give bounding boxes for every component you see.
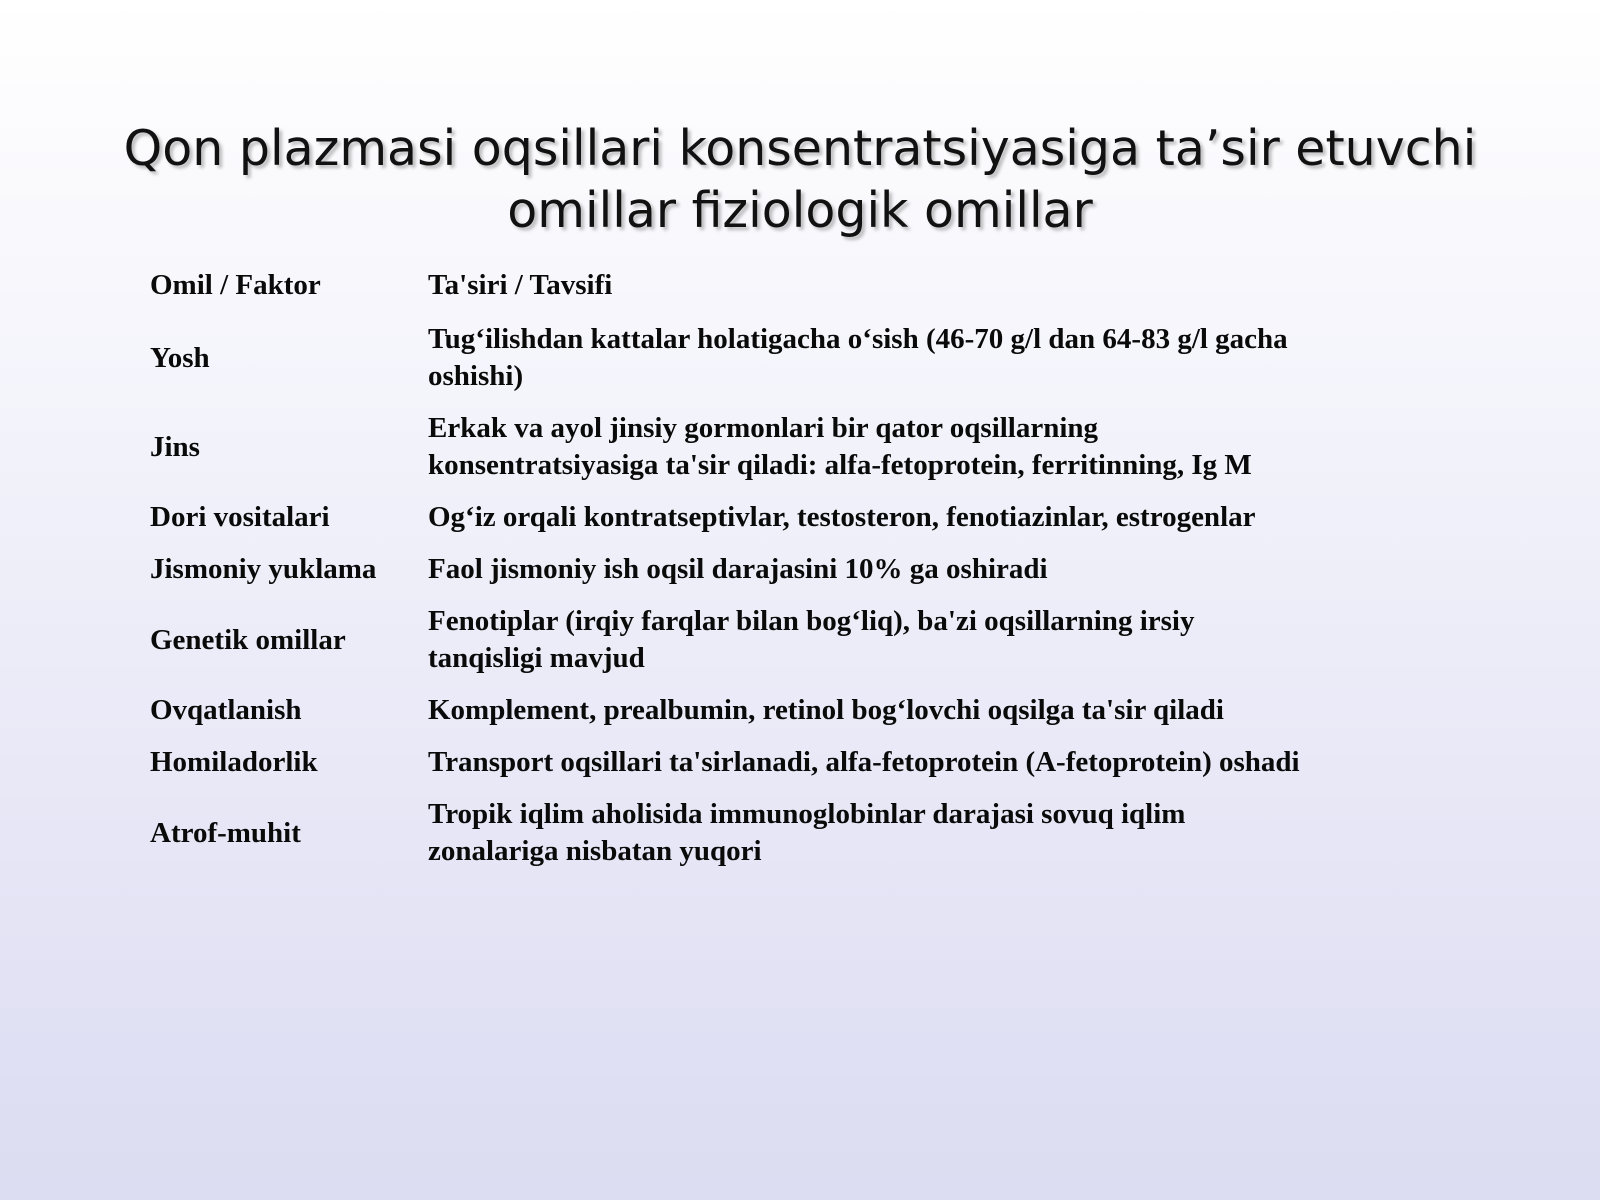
factor-cell: Jismoniy yuklama <box>150 553 377 585</box>
table-header-row <box>150 260 1300 314</box>
slide-title: Qon plazmasi oqsillari konsentratsiyasiga ta’sir etuvchi omillar fiziologik omillar <box>123 120 1477 239</box>
effect-cell: Fenotiplar (irqiy farqlar bilan bog‘liq), ba'zi oqsillarning irsiy tanqisligi mavjud <box>428 605 1195 674</box>
table-row <box>150 403 1300 492</box>
table-row <box>150 544 1300 596</box>
factor-cell: Atrof-muhit <box>150 816 301 849</box>
header-effect: Ta'siri / Tavsifi <box>428 269 613 301</box>
effect-cell: Erkak va ayol jinsiy gormonlari bir qator oqsillarning konsentratsiyasiga ta'sir qiladi: alfa-fetoprotein, ferritinning, Ig M <box>428 412 1252 481</box>
header-factor: Omil / Faktor <box>150 269 321 301</box>
factor-cell: Homiladorlik <box>150 746 318 778</box>
factor-cell: Ovqatlanish <box>150 694 302 726</box>
table-row <box>150 492 1300 544</box>
table-row <box>150 314 1300 403</box>
table-row <box>150 737 1300 789</box>
table-row <box>150 685 1300 737</box>
factor-cell: Genetik omillar <box>150 623 346 656</box>
effect-cell: Komplement, prealbumin, retinol bog‘lovchi oqsilga ta'sir qiladi <box>428 694 1224 726</box>
effect-cell: Faol jismoniy ish oqsil darajasini 10% ga oshiradi <box>428 553 1048 585</box>
factor-cell: Dori vositalari <box>150 501 330 533</box>
table-row <box>150 596 1300 685</box>
factor-cell: Jins <box>150 430 200 463</box>
factor-cell: Yosh <box>150 341 210 374</box>
factors-table <box>150 260 1300 878</box>
effect-cell: Tug‘ilishdan kattalar holatigacha o‘sish (46-70 g/l dan 64-83 g/l gacha oshishi) <box>428 323 1288 392</box>
effect-cell: Transport oqsillari ta'sirlanadi, alfa-fetoprotein (A-fetoprotein) oshadi <box>428 746 1300 778</box>
effect-cell: Tropik iqlim aholisida immunoglobinlar darajasi sovuq iqlim zonalariga nisbatan yuqori <box>428 798 1186 867</box>
table-row <box>150 789 1300 878</box>
effect-cell: Og‘iz orqali kontratseptivlar, testosteron, fenotiazinlar, estrogenlar <box>428 501 1256 533</box>
